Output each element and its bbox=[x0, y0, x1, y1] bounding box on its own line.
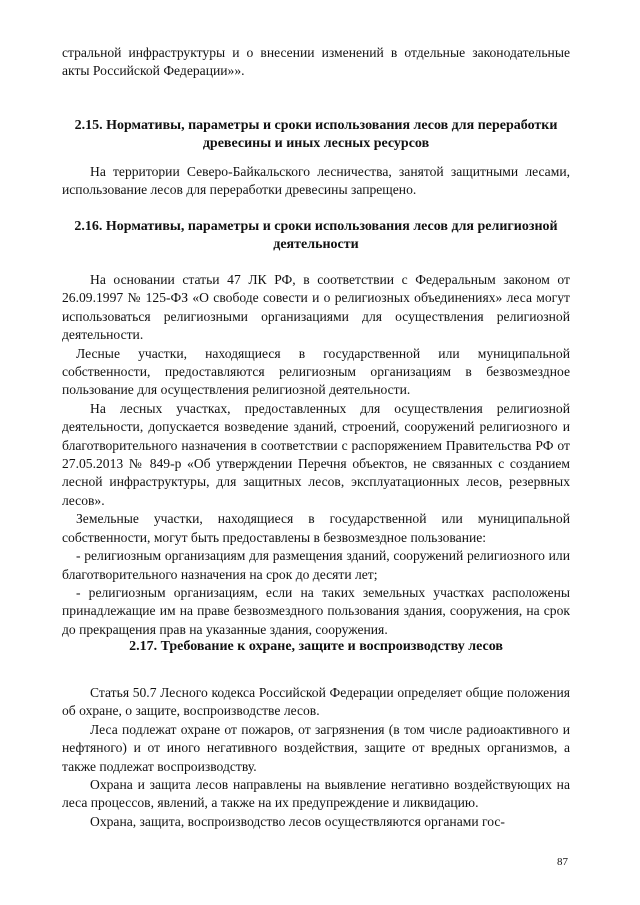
paragraph: Охрана, защита, воспроизводство лесов осуществляются органами гос- bbox=[90, 813, 505, 829]
list-item: - религиозным организациям, если на таких земельных участках расположены принадлежащие им на праве безвозмездного пользования здания, сооружения, на срок до прекращения прав на указанные здания, сооружения. bbox=[62, 584, 570, 637]
paragraph: Лесные участки, находящиеся в государственной или муниципальной собственности, предоставляются религиозным организациям в безвозмездное пользование для осуществления религиозной деятельности. bbox=[62, 345, 570, 398]
section-2-15-body bbox=[62, 163, 570, 200]
paragraph: Леса подлежат охране от пожаров, от загрязнения (в том числе радиоактивного и нефтяного) и от иного негативного воздействия, защите от вредных организмов, а также подлежат воспроизводству. bbox=[62, 721, 570, 774]
intro-block bbox=[62, 44, 570, 81]
list-item: - религиозным организациям для размещения зданий, сооружений религиозного или благотворительного назначения на срок до десяти лет; bbox=[62, 548, 570, 582]
paragraph: Охрана и защита лесов направлены на выявление негативно воздействующих на леса процессов, явлений, а также на их предупреждение и ликвидацию. bbox=[62, 777, 570, 811]
paragraph: На территории Северо-Байкальского лесничества, занятой защитными лесами, использование лесов для переработки древесины запрещено. bbox=[62, 164, 570, 198]
paragraph: На лесных участках, предоставленных для осуществления религиозной деятельности, допускается возведение зданий, строений, сооружений религиозного и благотворительного назначения в соответствии с распоряжением Правительства РФ от 27.05.2013 № 849-р «Об утверждении Перечня объектов, не связанных с созданием лесной инфраструктуры, для защитных лесов, эксплуатационных лесов, резервных лесов». bbox=[62, 400, 570, 508]
heading-2-15: 2.15. Нормативы, параметры и сроки использования лесов для переработки древесины и иных лесных ресурсов bbox=[74, 118, 558, 152]
heading-2-16: 2.16. Нормативы, параметры и сроки использования лесов для религиозной деятельности bbox=[74, 219, 558, 253]
intro-paragraph: стральной инфраструктуры и о внесении изменений в отдельные законодательные акты Российской Федерации»». bbox=[62, 45, 570, 79]
heading-2-17: 2.17. Требование к охране, защите и воспроизводству лесов bbox=[129, 639, 503, 654]
paragraph: На основании статьи 47 ЛК РФ, в соответствии с Федеральным законом от 26.09.1997 № 125-ФЗ «О свободе совести и о религиозных объединениях» леса могут использоваться религиозными организациями для осуществления религиозной деятельности. bbox=[62, 272, 570, 343]
section-2-16-body bbox=[62, 271, 570, 639]
section-2-17-body bbox=[62, 684, 570, 831]
paragraph: Статья 50.7 Лесного кодекса Российской Федерации определяет общие положения об охране, о защите, воспроизводстве лесов. bbox=[62, 685, 570, 719]
page-number: 87 bbox=[557, 856, 568, 868]
paragraph: Земельные участки, находящиеся в государственной или муниципальной собственности, могут быть предоставлены в безвозмездное пользование: bbox=[62, 511, 570, 545]
